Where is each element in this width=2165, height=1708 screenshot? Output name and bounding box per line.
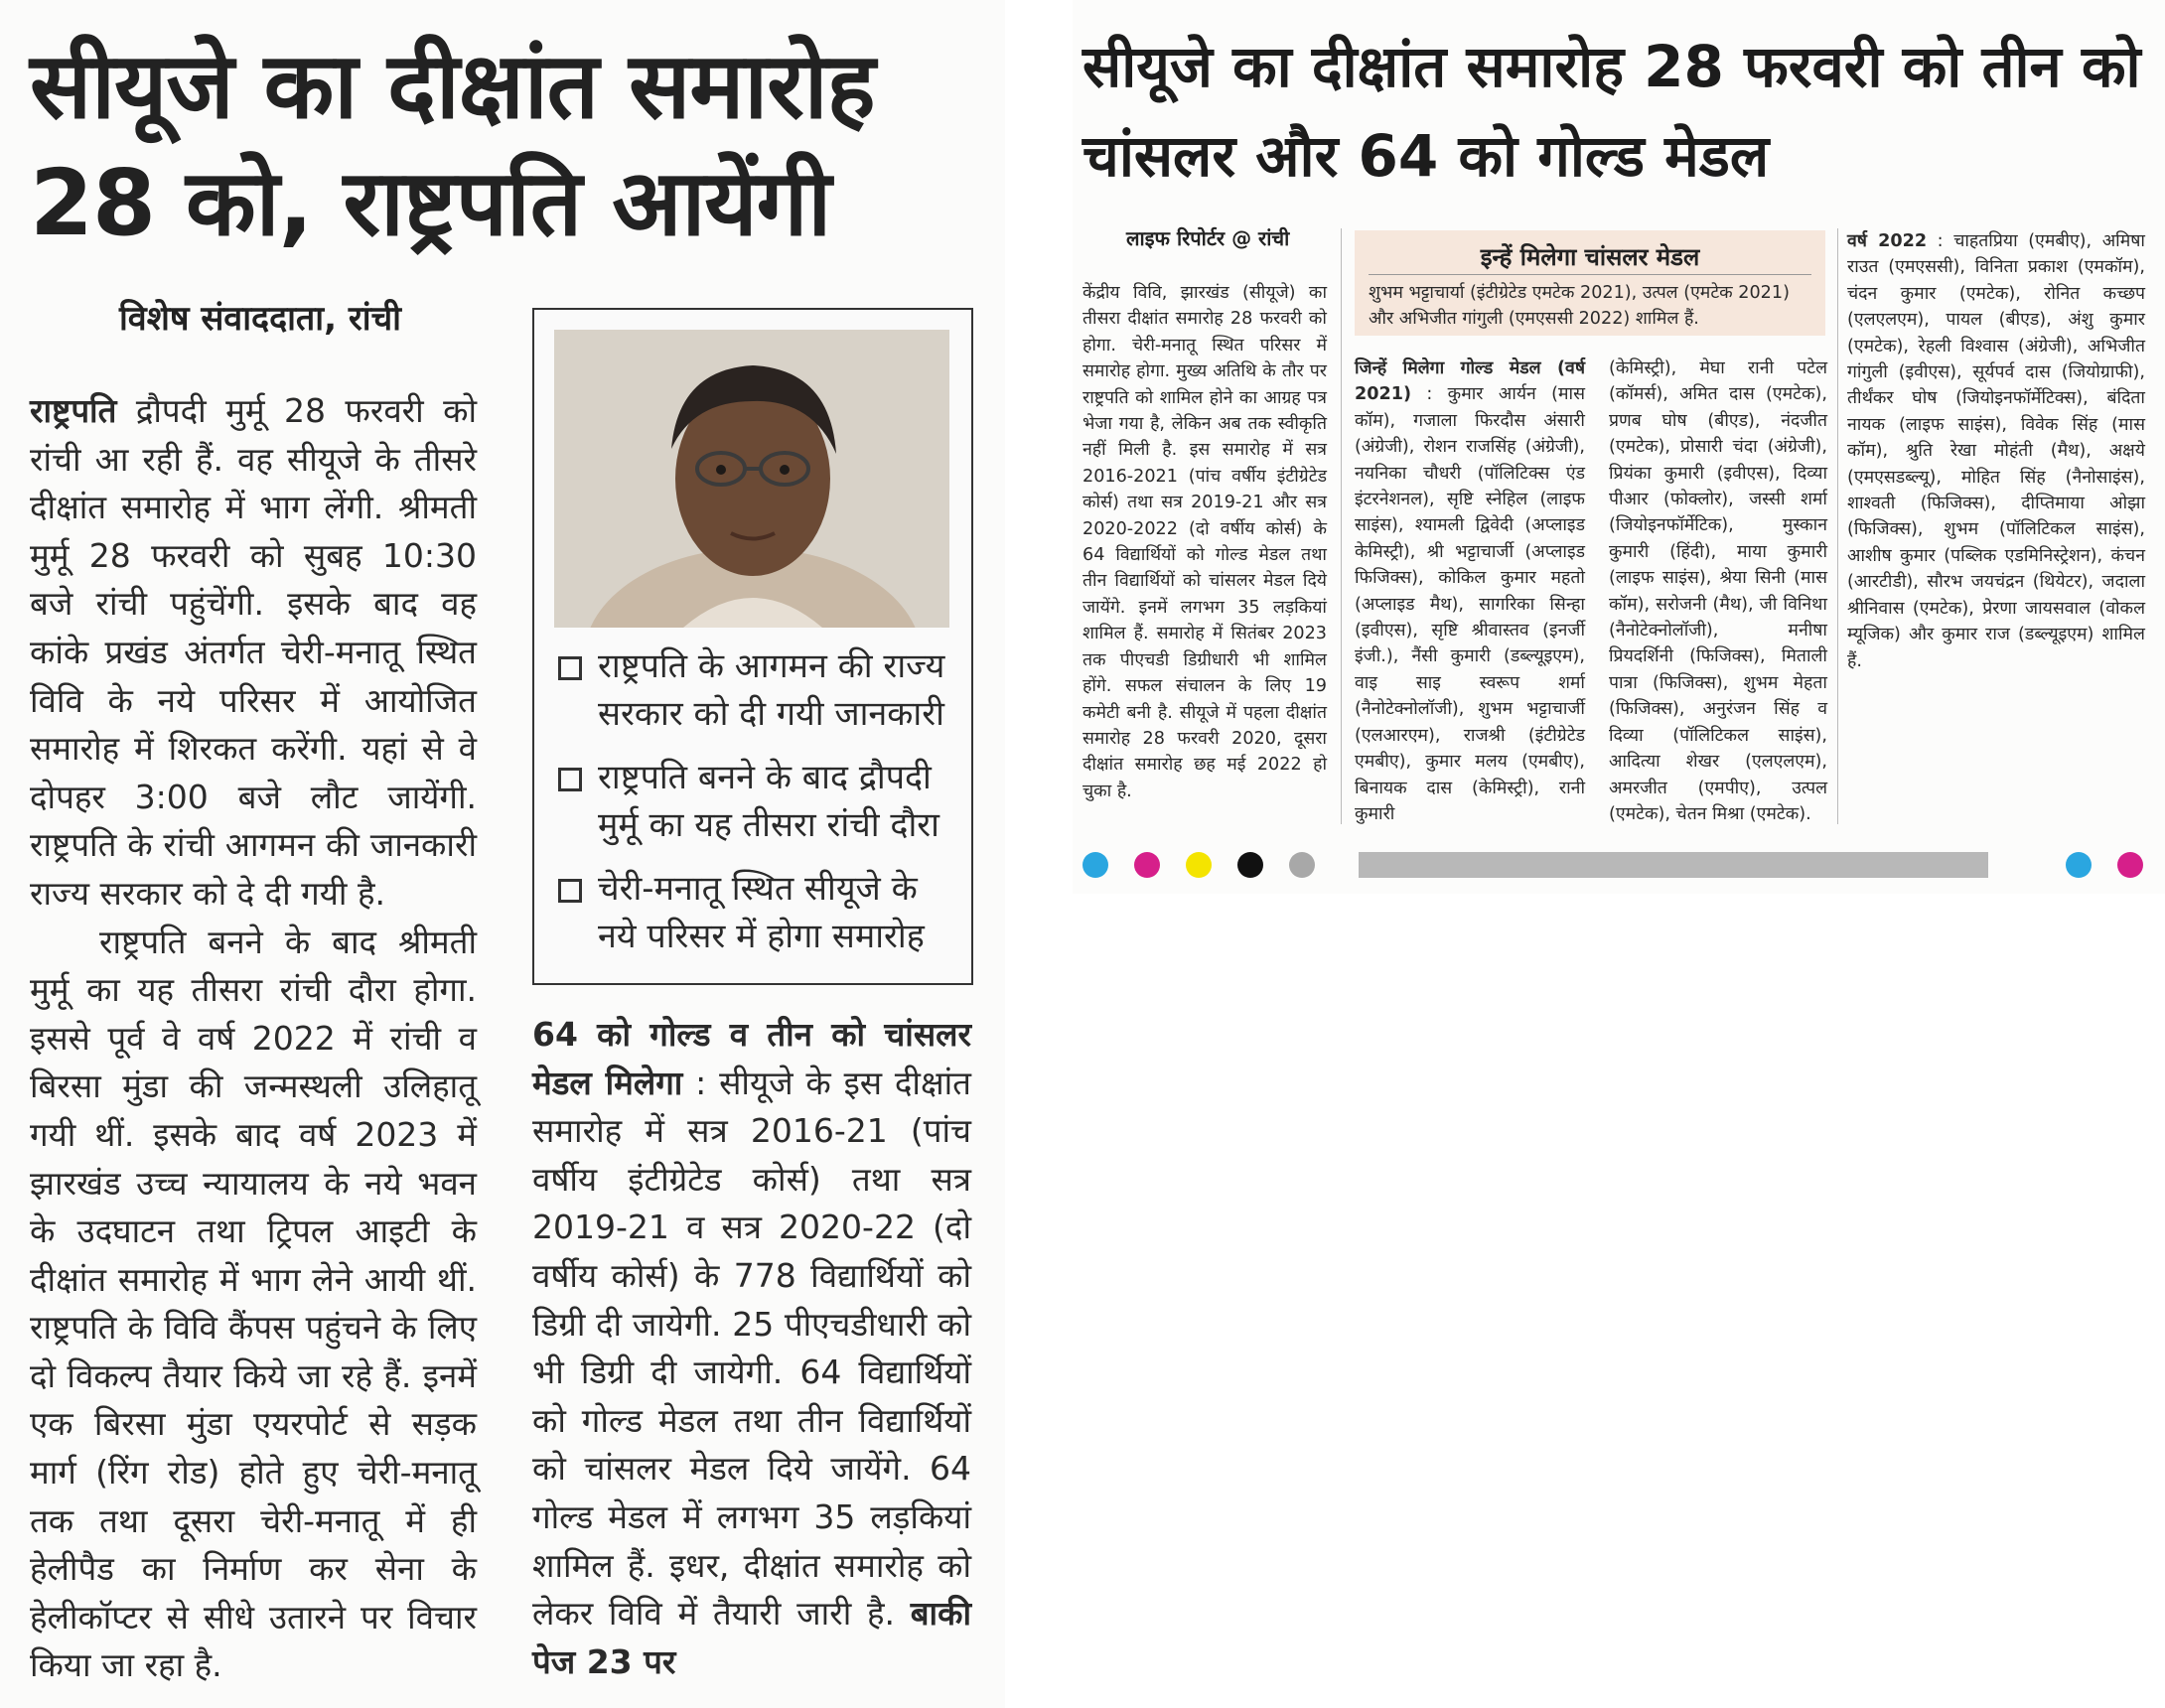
registration-mark-magenta (1134, 852, 1160, 878)
right-clipping (1073, 0, 2165, 894)
checkbox-square-icon (558, 656, 582, 680)
left-column-2 (532, 1011, 971, 1686)
left-medal-text: : सीयूजे के इस दीक्षांत समारोह में सत्र 2016-21 (पांच वर्षीय इंटीग्रेटेड कोर्स) तथा सत्र 2019-21 व सत्र 2020-22 (दो वर्षीय कोर्स) के 778 विद्यार्थियों को डिग्री दी जायेगी. 25 पीएचडीधारी को भी डिग्री दी जायेगी. 64 विद्यार्थियों को गोल्ड मेडल तथा तीन विद्यार्थियों को चांसलर मेडल दिये जायेंगे. 64 गोल्ड मेडल में लगभग 35 लड़कियां शामिल हैं. इधर, दीक्षांत समारोह को लेकर विवि में तैयारी जारी है. (532, 1063, 971, 1634)
left-medal-paragraph (532, 1011, 971, 1686)
continued-on-page: बाकी पेज 23 पर (532, 1594, 971, 1681)
right-column-3: (केमिस्ट्री), मेघा रानी पटेल (कॉमर्स), अमित दास (एमटेक), प्रणब घोष (बीएड), नंदजीत (एमटेक), प्रोसारी चंदा (अंग्रेजी), प्रियंका कुमारी (इवीएस), दिव्या पीआर (फोक्लोर), जस्सी शर्मा (जियोइनफॉर्मेटिक), मुस्कान कुमारी (हिंदी), माया कुमारी (लाइफ साइंस), श्रेया सिनी (मास कॉम), सरोजनी (मैथ), जी विनिथा (नैनोटेक्नोलॉजी), मनीषा प्रियदर्शिनी (फिजिक्स), मिताली पात्रा (फिजिक्स), शुभम मेहता (फिजिक्स), अनुरंजन सिंह व दिव्या (पॉलिटिकल साइंस), आदित्या शेखर (एलएलएम), अमरजीत (एमपीए), उत्पल (एमटेक), चेतन मिश्रा (एमटेक). (1609, 358, 1827, 824)
left-column-1 (30, 387, 477, 1690)
chancellor-medal-text: शुभम भट्टाचार्या (इंटीग्रेटेड एमटेक 2021), उत्पल (एमटेक 2021) और अभिजीत गांगुली (एमएससी 2022) शामिल हैं. (1369, 283, 1790, 329)
highlight-item: चेरी-मनातू स्थित सीयूजे के नये परिसर में होगा समारोह (554, 865, 961, 960)
left-clipping (0, 0, 1005, 1708)
right-column-1: केंद्रीय विवि, झारखंड (सीयूजे) का तीसरा दीक्षांत समारोह 28 फरवरी को होगा. चेरी-मनातू स्थित परिसर में समारोह होगा. मुख्य अतिथि के तौर पर राष्ट्रपति को शामिल होने का आग्रह पत्र भेजा गया है, लेकिन अब तक स्वीकृति नहीं मिली है. इस समारोह में सत्र 2016-2021 (पांच वर्षीय इंटीग्रेटेड कोर्स) तथा सत्र 2019-21 और सत्र 2020-2022 (दो वर्षीय कोर्स) के 64 विद्यार्थियों को गोल्ड मेडल तथा तीन विद्यार्थियों को चांसलर मेडल दिये जायेंगे. इनमें लगभग 35 लड़कियां शामिल हैं. समारोह में सितंबर 2023 तक पीएचडी डिग्रीधारी भी शामिल होंगे. सफल संचालन के लिए 19 कमेटी बनी है. सीयूजे में पहला दीक्षांत समारोह 28 फरवरी 2020, दूसरा दीक्षांत समारोह छह मई 2022 हो चुका है. (1082, 283, 1327, 801)
column-divider (1837, 228, 1838, 824)
column-divider (1341, 228, 1342, 824)
left-byline: विशेष संवाददाता, रांची (119, 299, 401, 339)
registration-mark-magenta (2117, 852, 2143, 878)
left-headline: सीयूजे का दीक्षांत समारोह 28 को, राष्ट्रपति आयेंगी (30, 33, 875, 256)
highlight-item: राष्ट्रपति के आगमन की राज्य सरकार को दी गयी जानकारी (554, 642, 961, 738)
registration-mark-cyan (1082, 852, 1108, 878)
right-column-2: जिन्हें मिलेगा गोल्ड मेडल (वर्ष 2021) : कुमार आर्यन (मास कॉम), गजाला फिरदौस अंसारी (अंग्रेजी), रोशन राजसिंह (अंग्रेजी), नयनिका चौधरी (पॉलिटिक्स एंड इंटरनेशनल), सृष्टि स्नेहिल (लाइफ साइंस), श्यामली द्विवेदी (अप्लाइड केमिस्ट्री), श्री भट्टाचार्जी (अप्लाइड फिजिक्स), कोकिल कुमार महतो (अप्लाइड मैथ), सागरिका सिन्हा (इवीएस), सृष्टि श्रीवास्तव (इनर्जी इंजी.), नैंसी कुमारी (डब्ल्यूइएम), वाइ साइ स्वरूप शर्मा (नैनोटेक्नोलॉजी), शुभम भट्टाचार्जी (एलआरएम), राजश्री (इंटीग्रेटेड एमबीए), कुमार मलय (एमबीए), बिनायक दास (केमिस्ट्री), रानी कुमारी (1355, 358, 1585, 824)
registration-mark-yellow (1186, 852, 1212, 878)
portrait-illustration (554, 330, 949, 628)
registration-mark-gray (1289, 852, 1315, 878)
president-photo (554, 330, 949, 628)
checkbox-square-icon (558, 879, 582, 903)
year-2022-label: वर्ष 2022 (1847, 231, 1928, 251)
left-subheading: 64 को गोल्ड व तीन को चांसलर मेडल मिलेगा (532, 1015, 971, 1102)
chancellor-medal-title: इन्हें मिलेगा चांसलर मेडल (1480, 243, 1700, 271)
print-color-bar (1359, 852, 1988, 878)
highlights-box (532, 308, 973, 985)
right-headline: सीयूजे का दीक्षांत समारोह 28 फरवरी को तीन को चांसलर और 64 को गोल्ड मेडल (1082, 33, 2141, 190)
highlights-list (554, 642, 961, 976)
left-paragraph-1-text: द्रौपदी मुर्मू 28 फरवरी को रांची आ रही हैं. वह सीयूजे के तीसरे दीक्षांत समारोह में भाग लेंगी. श्रीमती मुर्मू 28 फरवरी को सुबह 10:30 बजे रांची पहुंचेंगी. इसके बाद वह कांके प्रखंड अंतर्गत चेरी-मनातू स्थित विवि के नये परिसर में आयोजित समारोह में शिरकत करेंगी. यहां से वे दोपहर 3:00 बजे लौट जायेंगी. राष्ट्रपति के रांची आगमन की जानकारी राज्य सरकार को दे दी गयी है. (30, 391, 477, 913)
left-paragraph-1 (30, 387, 477, 919)
left-paragraph-1-lead: राष्ट्रपति (30, 391, 117, 430)
chancellor-medal-box (1355, 230, 1825, 336)
registration-mark-black (1237, 852, 1263, 878)
gold-medal-heading: जिन्हें मिलेगा गोल्ड मेडल (वर्ष 2021) (1355, 358, 1585, 405)
highlight-item: राष्ट्रपति बनने के बाद द्रौपदी मुर्मू का यह तीसरा रांची दौरा (554, 754, 961, 849)
left-paragraph-2: राष्ट्रपति बनने के बाद श्रीमती मुर्मू का यह तीसरा रांची दौरा होगा. इससे पूर्व वे वर्ष 2022 में रांची व बिरसा मुंडा की जन्मस्थली उलिहातू गयी थीं. इसके बाद वर्ष 2023 में झारखंड उच्च न्यायालय के नये भवन के उदघाटन तथा ट्रिपल आइटी के दीक्षांत समारोह में भाग लेने आयी थीं. राष्ट्रपति के विवि कैंपस पहुंचने के लिए दो विकल्प तैयार किये जा रहे हैं. इनमें एक बिरसा मुंडा एयरपोर्ट से सड़क मार्ग (रिंग रोड) होते हुए चेरी-मनातू तक तथा दूसरा चेरी-मनातू में ही हेलीपैड का निर्माण कर सेना के हेलीकॉप्टर से सीधे उतारने पर विचार किया जा रहा है. (30, 922, 477, 1685)
chancellor-divider (1369, 274, 1811, 275)
registration-mark-cyan (2066, 852, 2092, 878)
right-column-4: वर्ष 2022 : चाहतप्रिया (एमबीए), अमिषा राउत (एमएससी), विनिता प्रकाश (एमकॉम), चंदन कुमार (एमटेक), रोनित कच्छप (एलएलएम), पायल (बीएड), अंशु कुमार (एमटेक), रेहली विश्वास (अंग्रेजी), अभिजीत गांगुली (इवीएस), सूर्यपर्व दास (जियोग्राफी), तीर्थंकर घोष (जियोइनफॉर्मेटिक्स), बंदिता नायक (लाइफ साइंस), विवेक सिंह (मास कॉम), श्रुति रेखा मोहंती (मैथ), अक्षये (एमएसडब्ल्यू), मोहित सिंह (नैनोसाइंस), शाश्वती (फिजिक्स), दीप्तिमाया ओझा (फिजिक्स), शुभम (पॉलिटिकल साइंस), आशीष कुमार (पब्लिक एडमिनिस्ट्रेशन), कंचन (आरटीडी), सौरभ जयचंद्रन (थियेटर), जदाला श्रीनिवास (एमटेक), प्रेरणा जायसवाल (वोकल म्यूजिक) और कुमार राज (डब्ल्यूइएम) शामिल हैं. (1847, 231, 2145, 671)
right-byline: लाइफ रिपोर्टर @ रांची (1126, 226, 1290, 250)
checkbox-square-icon (558, 768, 582, 791)
